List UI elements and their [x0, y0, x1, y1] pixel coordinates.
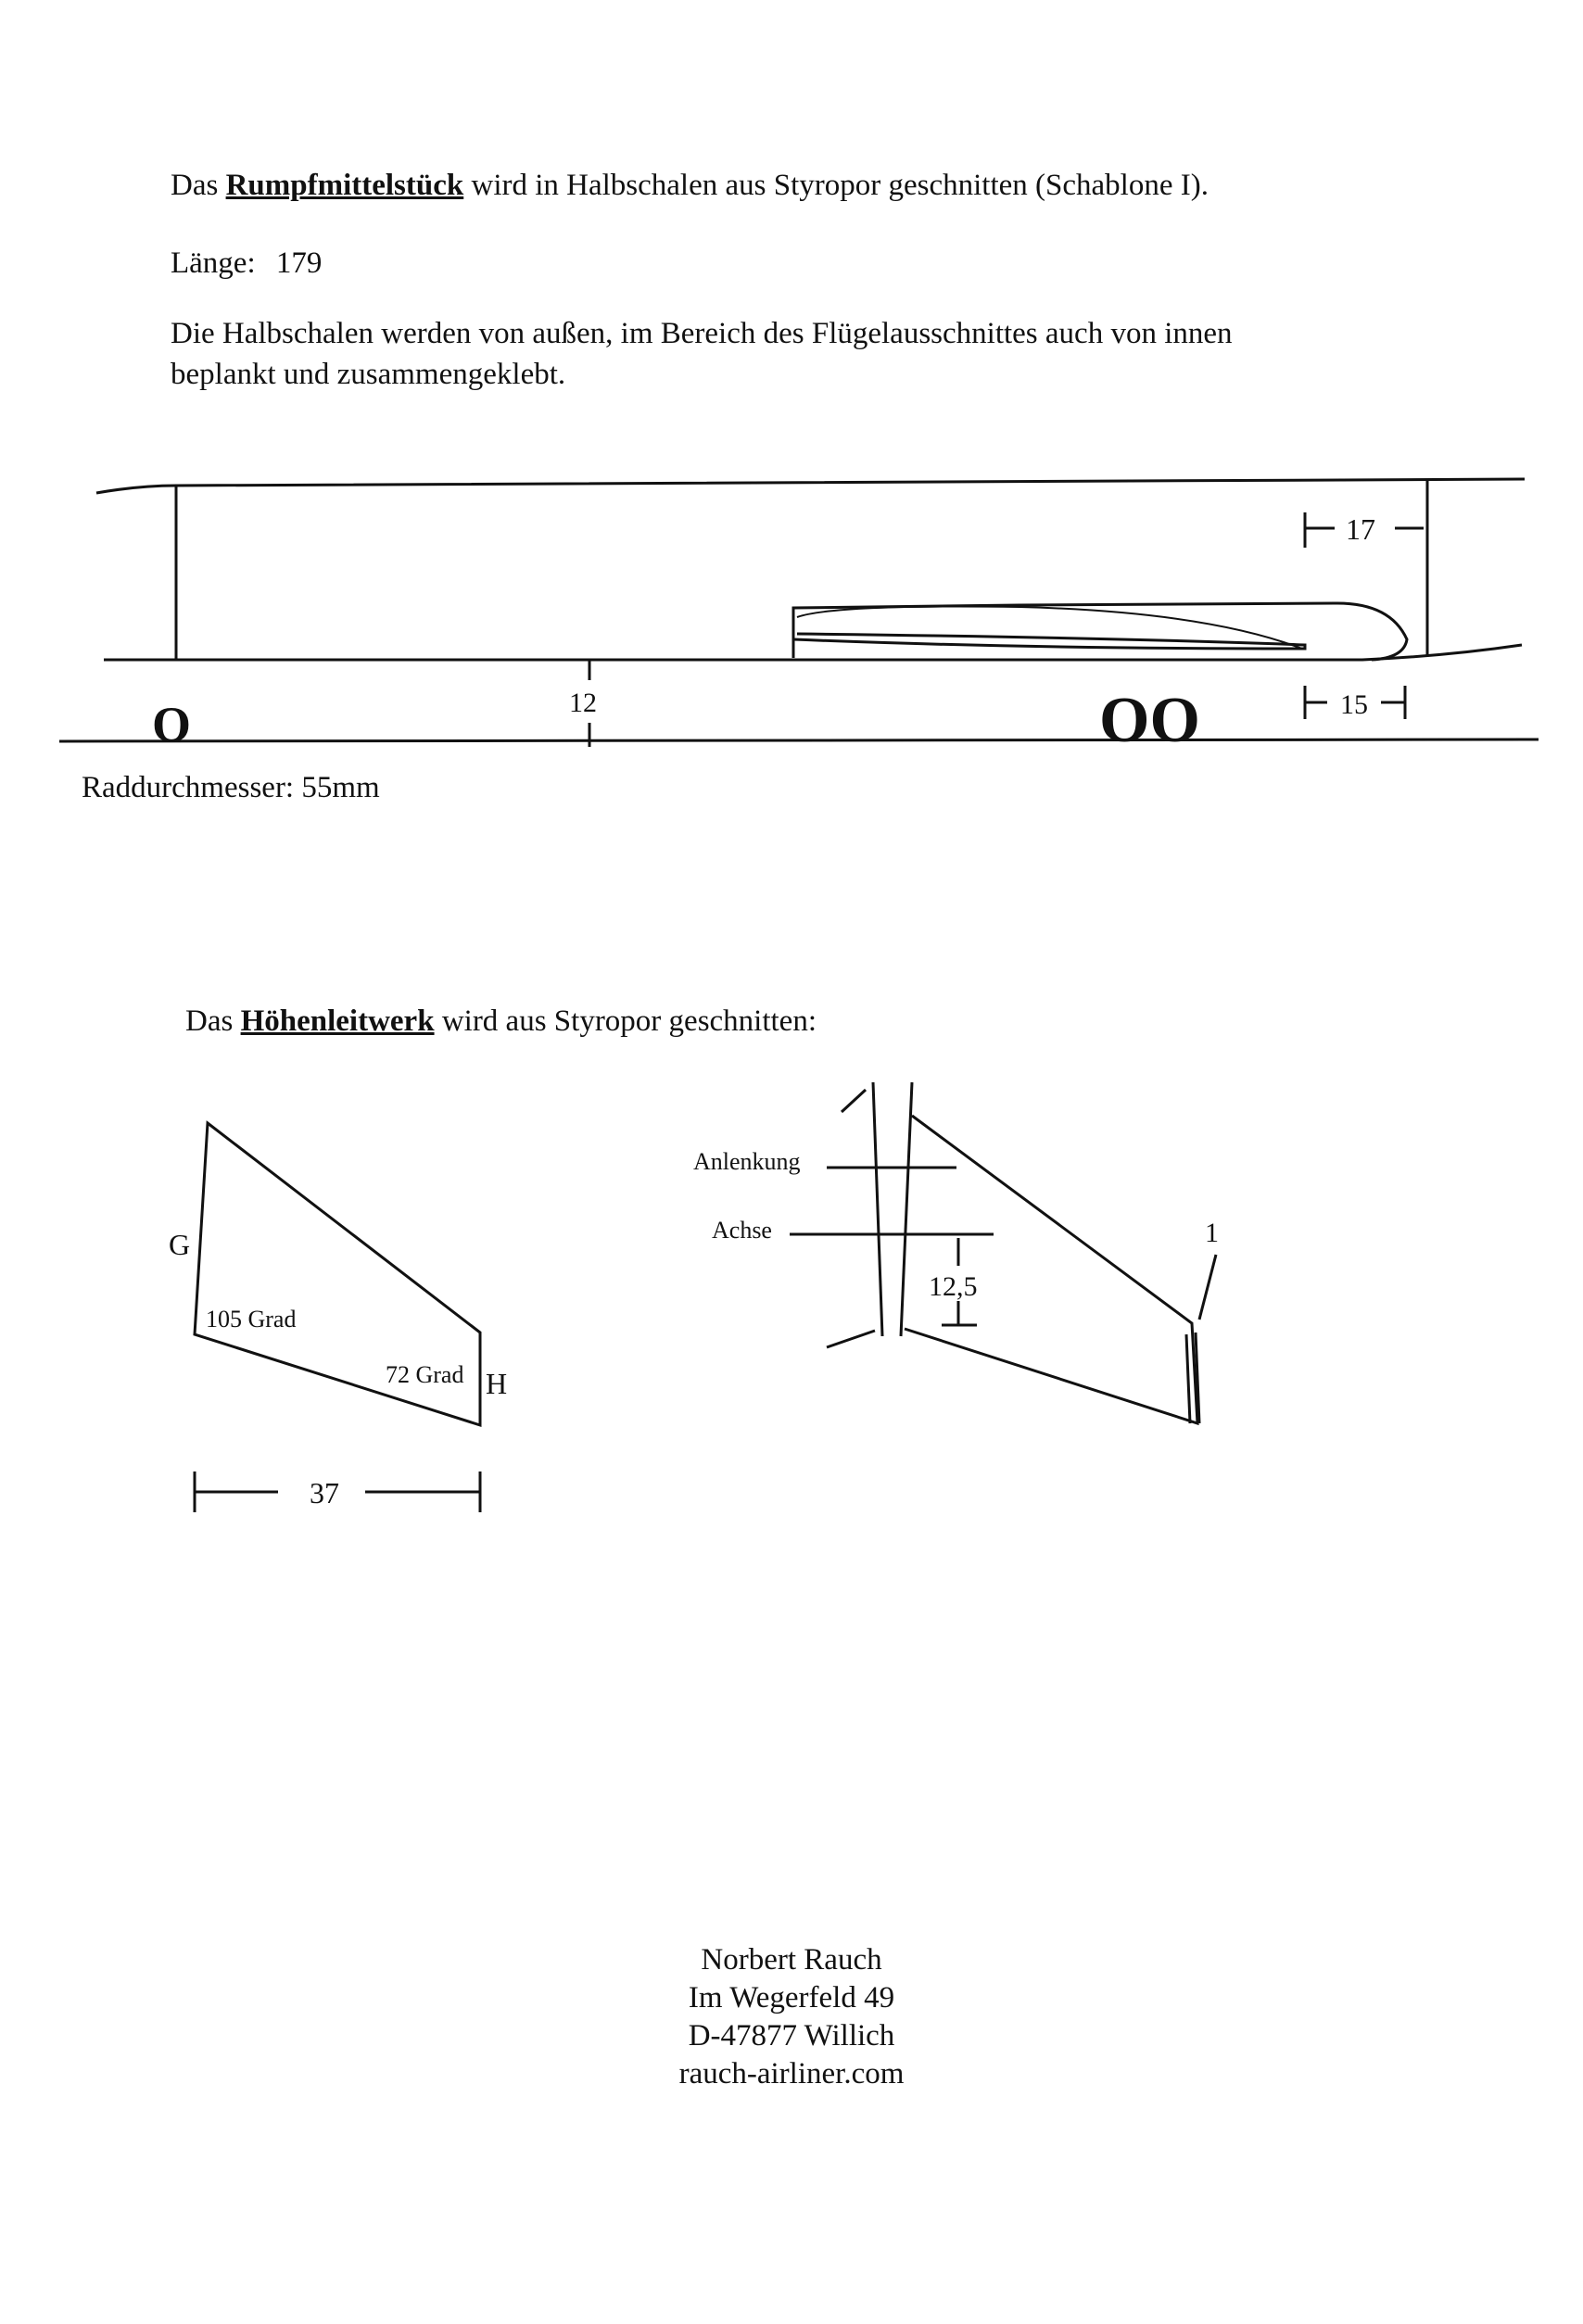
- wheel-caption: Raddurchmesser: 55mm: [82, 771, 380, 804]
- dim-15: 15: [1340, 689, 1368, 720]
- intro-hl-bold: Höhenleitwerk: [240, 1004, 435, 1038]
- dim-1: 1: [1205, 1218, 1219, 1248]
- dim-12-5: 12,5: [929, 1271, 978, 1302]
- length-line: [171, 245, 322, 283]
- intro-rumpf-prefix: Das: [171, 169, 219, 202]
- address-name: Norbert Rauch: [701, 1943, 882, 1977]
- dim-17: 17: [1346, 512, 1375, 546]
- intro-hoehenleitwerk: [185, 1003, 817, 1041]
- address-city: D-47877 Willich: [688, 2019, 895, 2052]
- bottom-diagonal: [827, 1331, 875, 1347]
- wing-cutout-outline: [793, 603, 1407, 660]
- fuselage-top-line: [96, 479, 1525, 493]
- label-anlenkung: Anlenkung: [693, 1148, 801, 1175]
- stabilizer-side-outline: [905, 1116, 1197, 1423]
- wing-airfoil-line: [793, 634, 1305, 649]
- rear-wheels: OO: [1099, 685, 1200, 756]
- fuselage-mid-line: [104, 645, 1522, 660]
- elevator-line-1: [1186, 1334, 1190, 1423]
- stabilizer-outline: [195, 1123, 480, 1425]
- label-h: H: [486, 1367, 508, 1400]
- length-label: Länge:: [171, 246, 256, 280]
- label-g: G: [169, 1228, 191, 1261]
- intro-rumpf: [171, 167, 1209, 205]
- intro-hl-suffix: wird aus Styropor geschnitten:: [441, 1004, 817, 1038]
- dim-12: 12: [569, 688, 597, 718]
- thickness-pointer: [1199, 1255, 1216, 1320]
- address-block: [0, 1941, 1583, 2093]
- label-achse: Achse: [712, 1217, 772, 1244]
- top-diagonal: [842, 1090, 866, 1112]
- intro-hl-prefix: Das: [185, 1004, 234, 1038]
- elevator-line-2: [1196, 1333, 1199, 1423]
- angle-72: 72 Grad: [386, 1361, 464, 1388]
- ground-line: [59, 739, 1539, 741]
- desc-line-1: Die Halbschalen werden von außen, im Bereich des Flügelausschnittes auch von innen: [171, 317, 1233, 350]
- front-wheel: O: [152, 697, 192, 752]
- intro-rumpf-suffix: wird in Halbschalen aus Styropor geschnitten (Schablone I).: [471, 169, 1209, 202]
- address-web: rauch-airliner.com: [678, 2057, 905, 2090]
- fuselage-side-left: [873, 1082, 882, 1336]
- address-street: Im Wegerfeld 49: [688, 1981, 895, 2015]
- desc-line-2: beplankt und zusammengeklebt.: [171, 358, 566, 391]
- angle-105: 105 Grad: [206, 1306, 297, 1333]
- wing-airfoil-upper: [797, 606, 1302, 649]
- intro-rumpf-bold: Rumpfmittelstück: [225, 169, 464, 202]
- length-value: 179: [275, 246, 323, 280]
- dim-37: 37: [310, 1476, 339, 1509]
- fuselage-side-right: [901, 1082, 912, 1336]
